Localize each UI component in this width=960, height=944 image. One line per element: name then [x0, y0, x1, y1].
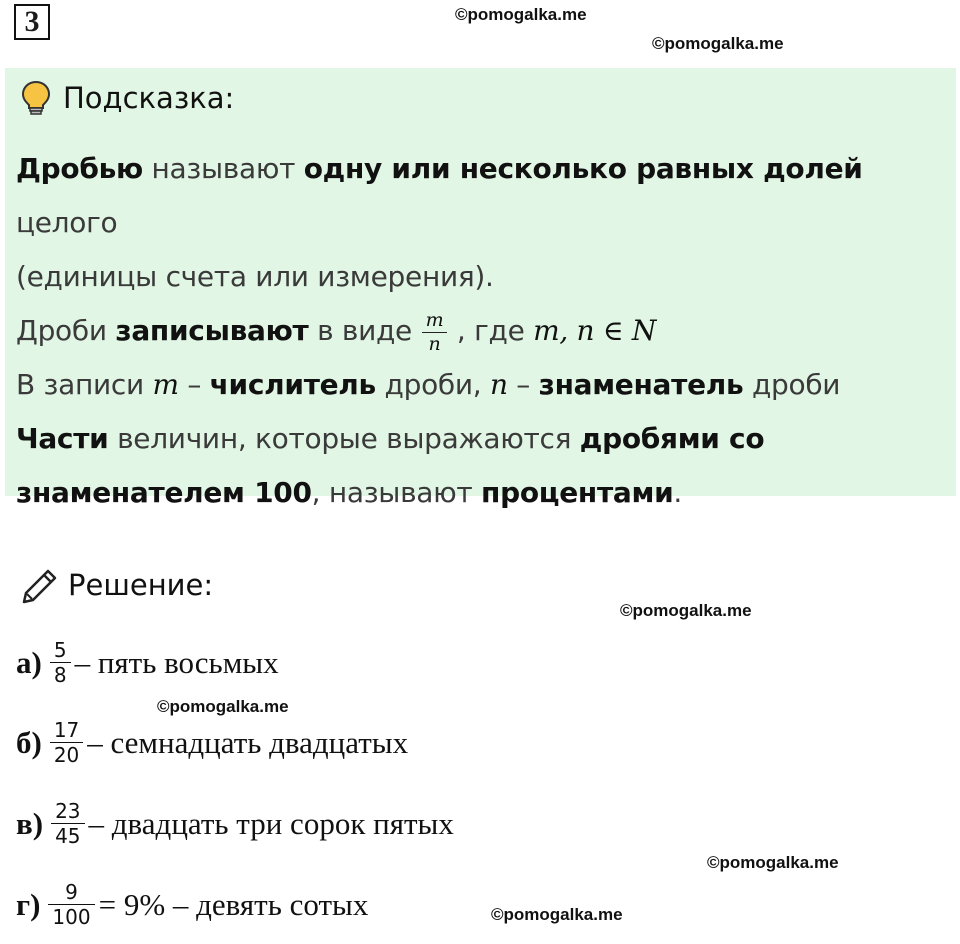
hint-box	[5, 68, 956, 509]
answer-text: – пять восьмых	[74, 644, 279, 680]
hint-text: в виде	[308, 314, 421, 347]
watermark: ©pomogalka.me	[157, 697, 289, 716]
hint-text: целого	[16, 206, 118, 239]
hint-line	[16, 304, 951, 358]
hint-line	[16, 466, 951, 520]
hint-heading	[21, 80, 234, 116]
fraction-numerator: 5	[53, 638, 67, 662]
answer-label: б)	[16, 724, 42, 760]
hint-term: записывают	[115, 314, 309, 347]
hint-title: Подсказка:	[63, 81, 235, 115]
answer-b	[16, 720, 408, 765]
fraction-numerator: m	[425, 308, 444, 331]
hint-text: Дроби	[16, 314, 116, 347]
hint-text: В записи	[16, 368, 153, 401]
hint-text: , где	[448, 314, 534, 347]
hint-term: одну или несколько равных долей	[303, 152, 863, 185]
answer-a	[16, 640, 279, 685]
fraction-m-over-n	[424, 308, 446, 355]
pencil-icon	[18, 563, 62, 607]
hint-text: –	[507, 368, 539, 401]
answer-label: а)	[16, 644, 42, 680]
answer-text: – семнадцать двадцатых	[87, 724, 409, 760]
hint-term: числитель	[209, 368, 376, 401]
hint-text: дроби	[743, 368, 841, 401]
hint-line: (единицы счета или измерения).	[16, 260, 494, 293]
answer-label: в)	[16, 805, 44, 841]
answer-fraction	[52, 640, 69, 685]
fraction-denominator: 8	[50, 662, 71, 685]
fraction-numerator: 23	[55, 799, 81, 823]
hint-text: –	[178, 368, 210, 401]
task-number: 3	[14, 4, 50, 40]
math-expression: m, n ∈ N	[533, 314, 657, 347]
answer-d	[16, 882, 368, 927]
fraction-numerator: 17	[53, 718, 80, 742]
answer-label: г)	[16, 886, 41, 922]
hint-line	[16, 142, 951, 250]
answer-c	[16, 801, 454, 846]
math-variable: m	[152, 368, 179, 401]
fraction-numerator: 9	[65, 880, 78, 904]
math-variable: n	[489, 368, 508, 401]
hint-line	[16, 412, 951, 466]
fraction-denominator: 45	[51, 823, 84, 846]
hint-text: дроби,	[375, 368, 490, 401]
hint-text: , называют	[311, 476, 482, 509]
answer-text: – двадцать три сорок пятых	[88, 805, 454, 841]
hint-term: Дробью	[16, 152, 143, 185]
watermark: ©pomogalka.me	[491, 905, 623, 924]
hint-term: процентами	[481, 476, 674, 509]
hint-text: называют	[142, 152, 304, 185]
watermark: ©pomogalka.me	[652, 34, 784, 53]
answer-fraction	[53, 801, 82, 846]
fraction-denominator: n	[422, 332, 448, 354]
watermark: ©pomogalka.me	[455, 5, 587, 24]
lightbulb-icon	[21, 80, 51, 116]
hint-term: дробями со	[579, 422, 765, 455]
hint-line	[16, 358, 951, 412]
hint-text: .	[673, 476, 683, 509]
hint-term: знаменатель	[538, 368, 744, 401]
watermark: ©pomogalka.me	[707, 853, 839, 872]
answer-text: = 9% – девять сотых	[98, 886, 369, 922]
fraction-denominator: 100	[48, 904, 94, 927]
solution-title: Решение:	[68, 568, 214, 602]
hint-term: Части	[16, 422, 109, 455]
fraction-denominator: 20	[50, 742, 83, 765]
hint-term: знаменателем 100	[16, 476, 312, 509]
answer-fraction	[50, 882, 92, 927]
solution-heading	[18, 563, 213, 607]
hint-text: величин, которые выражаются	[108, 422, 580, 455]
watermark: ©pomogalka.me	[620, 601, 752, 620]
hint-body	[16, 142, 951, 520]
answer-fraction	[52, 720, 81, 765]
